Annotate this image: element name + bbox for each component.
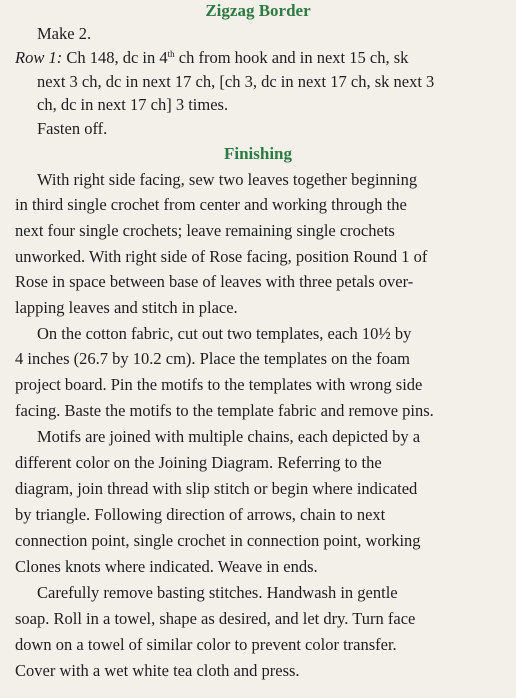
paragraph-2-line-1: On the cotton fabric, cut out two templates, each 10½ by (37, 324, 412, 343)
paragraph-4-line-2: soap. Roll in a towel, shape as desired, and let dry. Turn face (15, 609, 416, 628)
paragraph-1-line-1: With right side facing, sew two leaves together beginning (37, 170, 418, 189)
paragraph-1-line-2: in third single crochet from center and working through the (15, 195, 407, 214)
paragraph-1-line-3: next four single crochets; leave remaining single crochets (15, 221, 395, 240)
row-1-line-3: ch, dc in next 17 ch] 3 times. (37, 95, 229, 114)
paragraph-2-line-3: project board. Pin the motifs to the templates with wrong side (15, 375, 423, 394)
fasten-off: Fasten off. (37, 119, 108, 138)
zigzag-border-heading: Zigzag Border (205, 1, 311, 20)
paragraph-1-line-4: unworked. With right side of Rose facing, position Round 1 of (15, 247, 428, 266)
row-1-text-b: ch from hook and in next 15 ch, sk (174, 48, 409, 67)
paragraph-3-line-2: different color on the Joining Diagram. Referring to the (15, 453, 382, 472)
paragraph-4-line-3: down on a towel of similar color to prevent color transfer. (15, 635, 397, 654)
paragraph-1-line-6: lapping leaves and stitch in place. (15, 298, 238, 317)
paragraph-3-line-4: by triangle. Following direction of arrows, chain to next (15, 505, 386, 524)
paragraph-1-line-5: Rose in space between base of leaves with three petals over- (15, 272, 414, 291)
paragraph-3-line-6: Clones knots where indicated. Weave in ends. (15, 557, 318, 576)
paragraph-4-line-4: Cover with a wet white tea cloth and press. (15, 661, 300, 680)
row-1-text-a: Ch 148, dc in 4 (66, 48, 168, 67)
row-1-line-1 (15, 45, 408, 71)
row-1-line-2: next 3 ch, dc in next 17 ch, [ch 3, dc in next 17 ch, sk next 3 (37, 72, 435, 91)
paragraph-3-line-5: connection point, single crochet in connection point, working (15, 531, 421, 550)
paragraph-2-line-4: facing. Baste the motifs to the template fabric and remove pins. (15, 401, 434, 420)
ordinal-suffix: th (167, 49, 175, 59)
row-label: Row 1: (15, 48, 63, 67)
paragraph-3-line-3: diagram, join thread with slip stitch or begin where indicated (15, 479, 418, 498)
make-instruction: Make 2. (37, 24, 92, 43)
paragraph-3-line-1: Motifs are joined with multiple chains, each depicted by a (37, 427, 421, 446)
paragraph-2-line-2: 4 inches (26.7 by 10.2 cm). Place the templates on the foam (15, 349, 410, 368)
finishing-heading: Finishing (223, 144, 293, 163)
paragraph-4-line-1: Carefully remove basting stitches. Handwash in gentle (37, 583, 398, 602)
